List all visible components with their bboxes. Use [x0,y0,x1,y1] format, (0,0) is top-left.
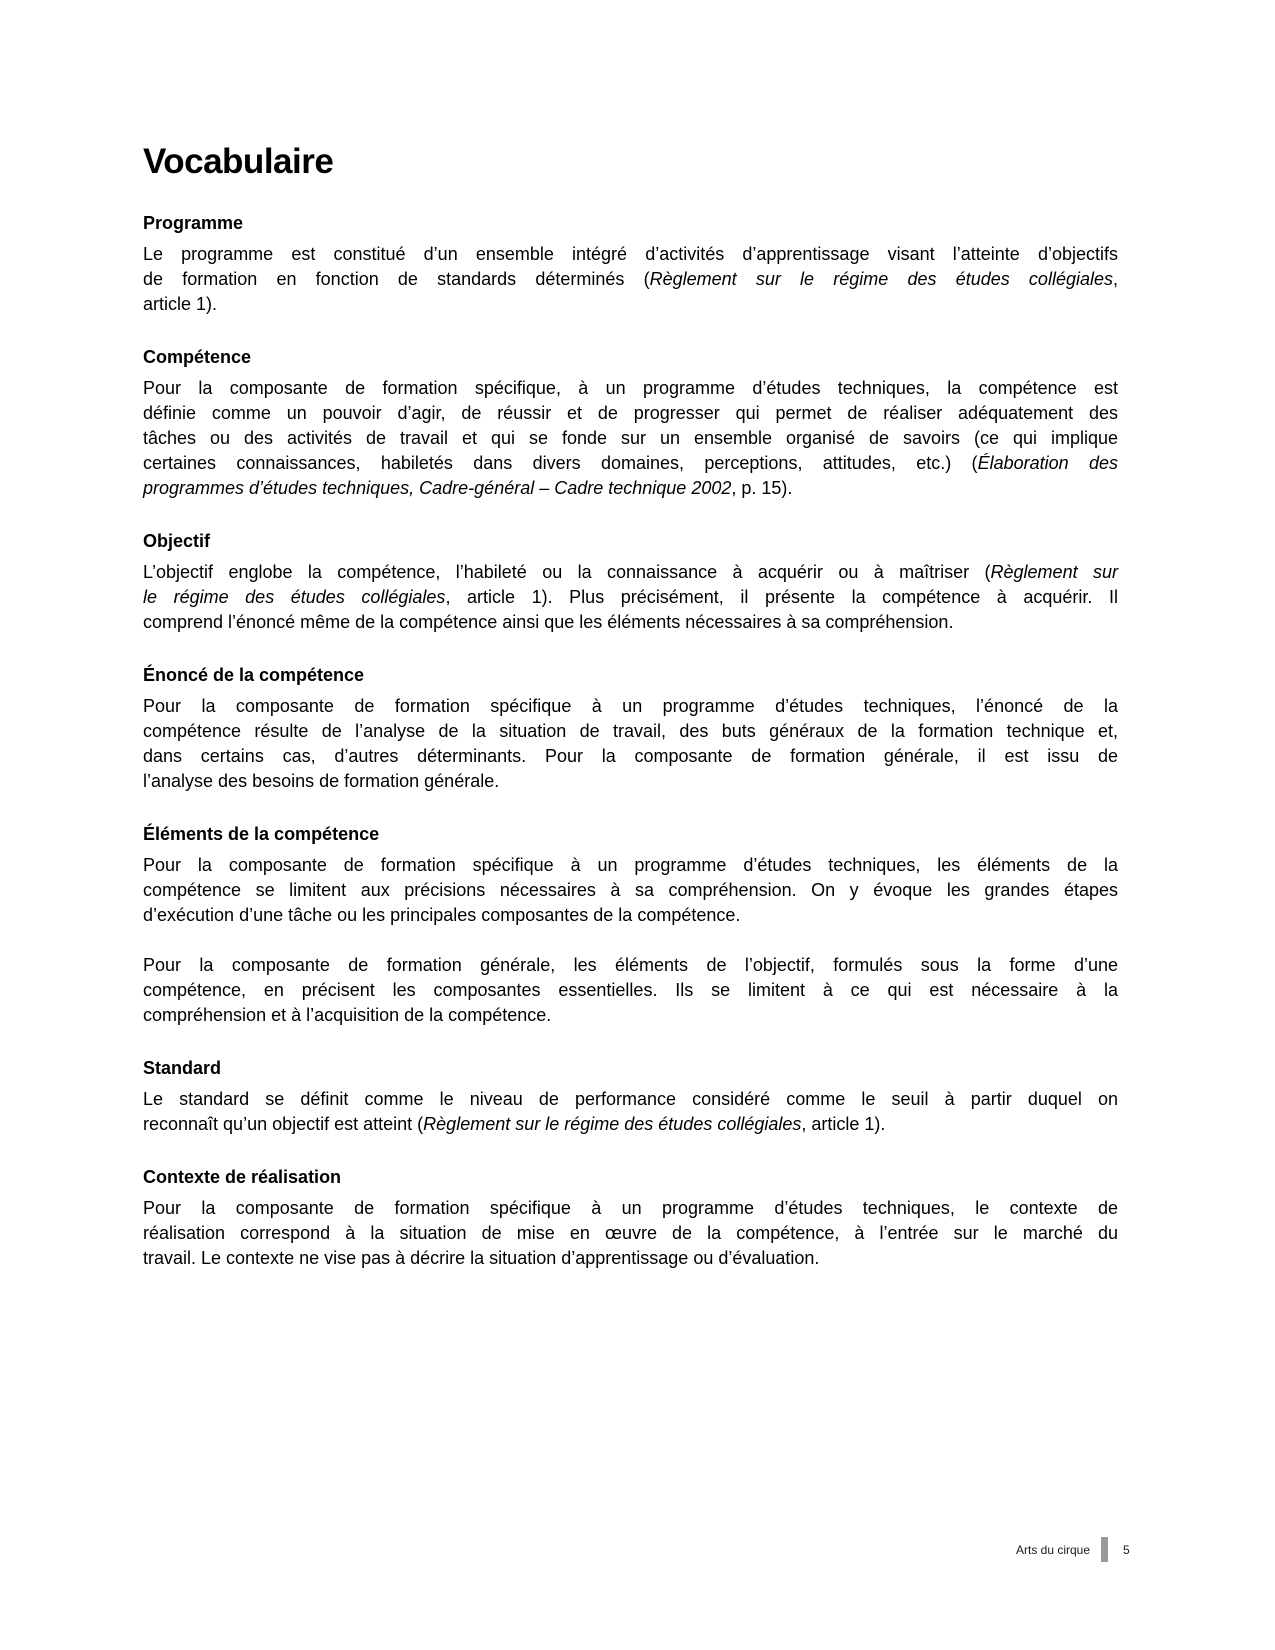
text-line: compétence se limitent aux précisions nécessaires à sa compréhension. On y évoque les grandes étapes [143,880,1118,900]
text-line: comprend l’énoncé même de la compétence ainsi que les éléments nécessaires à sa compréhension. [143,612,954,632]
page-content [143,141,1118,1271]
footer-page-number: 5 [1123,1542,1130,1557]
section [143,211,1118,317]
text-line: programmes d’études techniques, Cadre-général – Cadre technique 2002, p. 15). [143,478,793,498]
section-heading: Standard [143,1058,222,1078]
text-line: travail. Le contexte ne vise pas à décrire la situation d’apprentissage ou d’évaluation. [143,1248,820,1268]
text-line: certaines connaissances, habiletés dans divers domaines, perceptions, attitudes, etc.) (Élaboration des [143,453,1119,473]
text-line: le régime des études collégiales, article 1). Plus précisément, il présente la compétence à acquérir. Il [143,587,1118,607]
paragraph [143,242,1118,317]
paragraph [143,1087,1118,1137]
page-title: Vocabulaire [143,142,334,181]
paragraph [143,1196,1118,1271]
text-line: compréhension et à l’acquisition de la compétence. [143,1005,552,1025]
text-line: reconnaît qu’un objectif est atteint (Règlement sur le régime des études collégiales, article 1). [143,1114,886,1134]
footer-document-label: Arts du cirque [1016,1542,1091,1557]
text-line: réalisation correspond à la situation de mise en œuvre de la compétence, à l’entrée sur le marché du [143,1223,1118,1243]
text-line: définie comme un pouvoir d’agir, de réussir et de progresser qui permet de réaliser adéquatement des [143,403,1118,423]
text-line: dans certains cas, d’autres déterminants. Pour la composante de formation générale, il est issu de [143,746,1118,766]
text-line: Le programme est constitué d’un ensemble intégré d’activités d’apprentissage visant l’atteinte d’objectifs [143,244,1118,264]
section-heading: Éléments de la compétence [143,824,380,844]
section [143,822,1118,1028]
text-line: tâches ou des activités de travail et qui se fonde sur un ensemble organisé de savoirs (ce qui implique [143,428,1118,448]
paragraph [143,376,1118,501]
text-line: article 1). [143,294,218,314]
footer-divider-bar [1101,1537,1108,1562]
text-line: de formation en fonction de standards déterminés (Règlement sur le régime des études collégiales, [143,269,1119,289]
section [143,663,1118,794]
section [143,1165,1118,1271]
section-heading: Contexte de réalisation [143,1167,342,1187]
page-footer [1016,1537,1130,1562]
paragraph [143,853,1118,928]
section [143,529,1118,635]
section-heading: Programme [143,213,244,233]
text-line: Le standard se définit comme le niveau de performance considéré comme le seuil à partir duquel on [143,1089,1118,1109]
text-line: Pour la composante de formation générale, les éléments de l’objectif, formulés sous la forme d’une [143,955,1118,975]
section [143,1056,1118,1137]
paragraph [143,953,1118,1028]
text-line: l’analyse des besoins de formation générale. [143,771,500,791]
text-line: Pour la composante de formation spécifique à un programme d’études techniques, l’énoncé de la [143,696,1118,716]
text-line: d’exécution d’une tâche ou les principales composantes de la compétence. [143,905,741,925]
text-line: Pour la composante de formation spécifique, à un programme d’études techniques, la compétence est [143,378,1118,398]
text-line: L’objectif englobe la compétence, l’habileté ou la connaissance à acquérir ou à maîtriser (Règlement sur [143,562,1118,582]
text-line: compétence, en précisent les composantes essentielles. Ils se limitent à ce qui est nécessaire à la [143,980,1118,1000]
text-line: Pour la composante de formation spécifique à un programme d’études techniques, les éléments de la [143,855,1118,875]
text-line: compétence résulte de l’analyse de la situation de travail, des buts généraux de la formation technique et, [143,721,1118,741]
document-body [143,211,1118,1271]
paragraph [143,560,1118,635]
section [143,345,1118,501]
text-line: Pour la composante de formation spécifique à un programme d’études techniques, le contexte de [143,1198,1118,1218]
paragraph [143,694,1118,794]
section-heading: Énoncé de la compétence [143,665,365,685]
section-heading: Compétence [143,347,252,367]
section-heading: Objectif [143,531,211,551]
